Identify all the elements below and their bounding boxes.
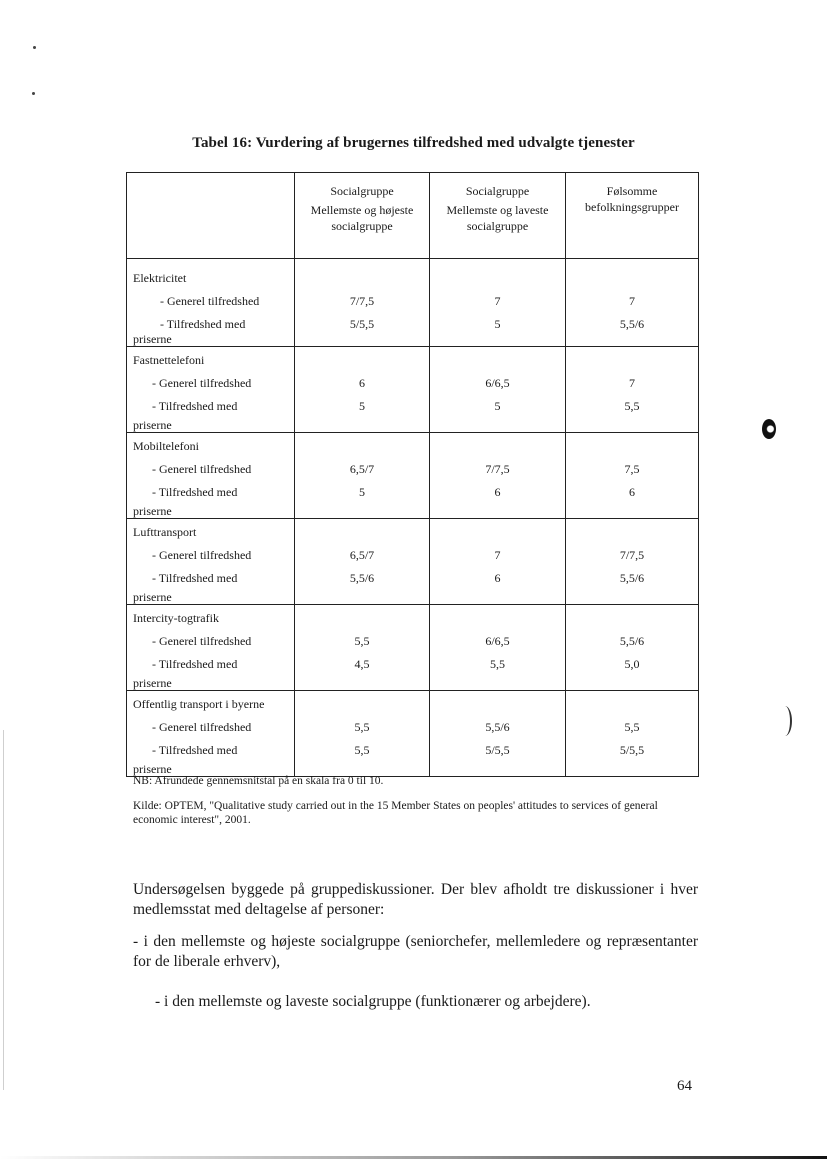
row-label-general: - Generel tilfredshed <box>152 462 252 476</box>
row-label-general: - Generel tilfredshed <box>152 376 252 390</box>
table-title: Tabel 16: Vurdering af brugernes tilfredshed med udvalgte tjenester <box>192 135 635 151</box>
value-cell <box>566 433 699 519</box>
table-row-group <box>127 605 699 691</box>
table-note: NB: Afrundede gennemsnitstal på en skala fra 0 til 10. <box>133 775 384 787</box>
table-row-group <box>127 259 699 347</box>
value-cell <box>295 259 430 347</box>
column-header-line1: Socialgruppe <box>465 184 530 198</box>
scan-left-edge <box>3 730 4 1090</box>
value-general: 7 <box>629 376 635 390</box>
table-row-group <box>127 347 699 433</box>
value-general: 5,5 <box>354 634 370 648</box>
value-general: 6 <box>359 376 365 390</box>
paragraph: Undersøgelsen byggede på gruppediskussioner. Der blev afholdt tre diskussioner i hver medlemsstat med deltagelse af personer: <box>133 881 698 918</box>
row-label-price: - Tilfredshed med <box>152 399 238 413</box>
service-name: Mobiltelefoni <box>133 439 199 453</box>
page-number: 64 <box>677 1078 692 1094</box>
satisfaction-table <box>126 172 699 777</box>
row-label-price-cont: priserne <box>133 332 172 346</box>
value-price: 5 <box>494 399 501 413</box>
value-price: 6 <box>629 485 635 499</box>
table-header-row <box>127 173 699 259</box>
value-general: 7/7,5 <box>349 294 375 308</box>
column-header-line2: Mellemste og laveste socialgruppe <box>446 203 549 233</box>
value-cell <box>566 259 699 347</box>
value-general: 7 <box>494 294 501 308</box>
paragraph: - i den mellemste og laveste socialgruppe (funktionærer og arbejdere). <box>155 993 591 1010</box>
scan-speck <box>33 46 36 49</box>
row-label-price: - Tilfredshed med <box>160 317 246 331</box>
row-label-cell <box>127 259 295 347</box>
value-cell <box>430 519 566 605</box>
service-name: Lufttransport <box>133 525 197 539</box>
column-header <box>430 173 566 259</box>
row-label-cell <box>127 347 295 433</box>
value-cell <box>295 433 430 519</box>
value-cell <box>295 691 430 777</box>
row-label-cell <box>127 519 295 605</box>
row-label-price: - Tilfredshed med <box>152 485 238 499</box>
value-price: 6 <box>494 485 501 499</box>
service-name: Elektricitet <box>133 271 187 285</box>
header-empty-cell <box>127 173 295 259</box>
punch-hole-mark <box>778 706 792 736</box>
value-general: 5,5 <box>354 720 370 734</box>
service-name: Offentlig transport i byerne <box>133 697 265 711</box>
value-price: 5,5 <box>624 399 640 413</box>
row-label-price-cont: priserne <box>133 418 172 432</box>
value-cell <box>430 691 566 777</box>
paragraph: - i den mellemste og højeste socialgruppe (seniorchefer, mellemledere og repræsentanter for de liberale erhverv), <box>133 933 698 970</box>
value-cell <box>566 347 699 433</box>
value-cell <box>430 605 566 691</box>
value-price: 5,5 <box>490 657 505 671</box>
column-header-line1: Følsomme befolkningsgrupper <box>585 184 679 214</box>
value-price: 6 <box>494 571 501 585</box>
value-cell <box>295 605 430 691</box>
value-cell <box>430 259 566 347</box>
row-label-general: - Generel tilfredshed <box>152 634 252 648</box>
value-general: 6/6,5 <box>485 376 510 390</box>
value-cell <box>295 519 430 605</box>
value-cell <box>566 605 699 691</box>
value-cell <box>430 347 566 433</box>
row-label-general: - Generel tilfredshed <box>152 548 252 562</box>
value-price: 5 <box>359 399 365 413</box>
value-price: 4,5 <box>354 657 370 671</box>
value-price: 5,5/6 <box>619 317 645 331</box>
value-price: 5/5,5 <box>485 743 510 757</box>
column-header-line1: Socialgruppe <box>330 184 394 198</box>
row-label-price: - Tilfredshed med <box>152 657 238 671</box>
service-name: Intercity-togtrafik <box>133 611 219 625</box>
value-price: 5,5 <box>354 743 370 757</box>
value-general: 7 <box>629 294 635 308</box>
scan-speck <box>32 92 35 95</box>
value-general: 5,5/6 <box>619 634 645 648</box>
value-general: 7,5 <box>624 462 640 476</box>
value-general: 6/6,5 <box>485 634 510 648</box>
column-header <box>566 173 699 259</box>
value-general: 7/7,5 <box>485 462 510 476</box>
row-label-cell <box>127 433 295 519</box>
value-price: 5,5/6 <box>619 571 645 585</box>
scan-bottom-edge <box>0 1156 827 1159</box>
row-label-general: - Generel tilfredshed <box>160 294 260 308</box>
table-source: Kilde: OPTEM, "Qualitative study carried out in the 15 Member States on peoples' attitudes to services of general economic interest", 2001. <box>133 800 658 826</box>
value-price: 5,5/6 <box>349 571 375 585</box>
column-header <box>295 173 430 259</box>
value-general: 6,5/7 <box>349 548 375 562</box>
table-row-group <box>127 433 699 519</box>
table-row-group <box>127 691 699 777</box>
value-price: 5/5,5 <box>349 317 375 331</box>
row-label-price: - Tilfredshed med <box>152 743 238 757</box>
value-cell <box>566 519 699 605</box>
row-label-price-cont: priserne <box>133 762 172 776</box>
value-price: 5,0 <box>624 657 640 671</box>
punch-hole-mark <box>762 419 776 439</box>
value-cell <box>295 347 430 433</box>
row-label-price-cont: priserne <box>133 504 172 518</box>
row-label-cell <box>127 691 295 777</box>
row-label-general: - Generel tilfredshed <box>152 720 252 734</box>
value-price: 5/5,5 <box>619 743 645 757</box>
value-general: 6,5/7 <box>349 462 375 476</box>
value-general: 5,5 <box>624 720 640 734</box>
value-price: 5 <box>359 485 365 499</box>
row-label-price-cont: priserne <box>133 676 172 690</box>
row-label-cell <box>127 605 295 691</box>
value-price: 5 <box>494 317 501 331</box>
value-general: 7 <box>494 548 501 562</box>
table-row-group <box>127 519 699 605</box>
row-label-price-cont: priserne <box>133 590 172 604</box>
row-label-price: - Tilfredshed med <box>152 571 238 585</box>
service-name: Fastnettelefoni <box>133 353 205 367</box>
value-cell <box>566 691 699 777</box>
value-cell <box>430 433 566 519</box>
column-header-line2: Mellemste og højeste socialgruppe <box>310 203 414 233</box>
value-general: 5,5/6 <box>485 720 510 734</box>
value-general: 7/7,5 <box>619 548 645 562</box>
